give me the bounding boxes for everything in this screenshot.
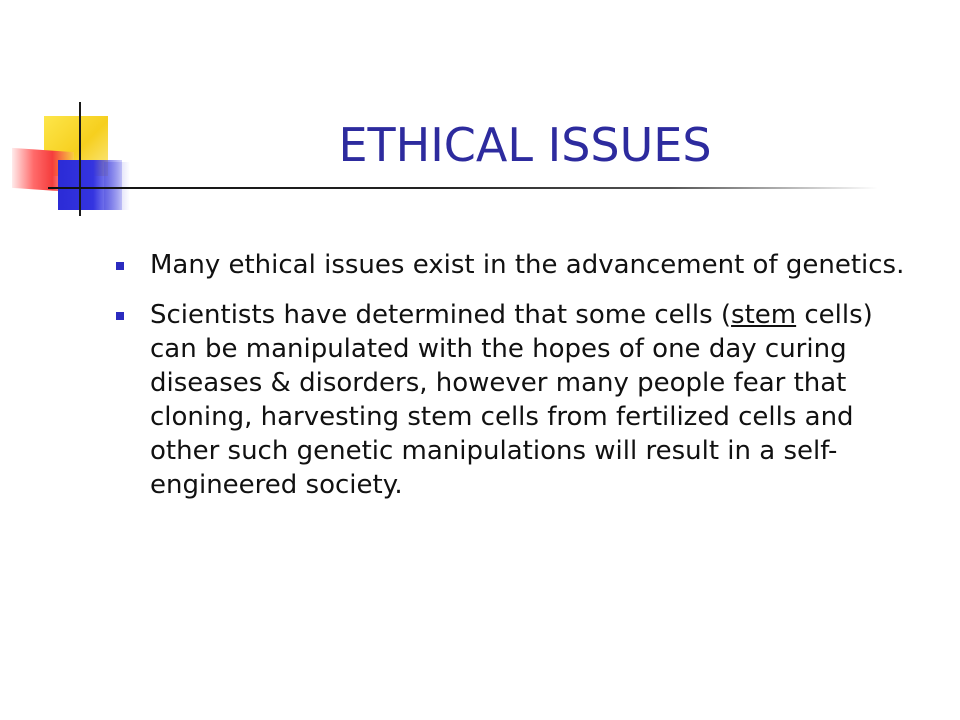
underlined-term: stem	[731, 300, 797, 330]
slide-title: ETHICAL ISSUES	[338, 118, 712, 172]
bullet-text-post: cells) can be manipulated with the hopes of one day curing diseases & disorders, however many people fear that cloning, harvesting stem cells from fertilized cells and other such genetic manipulations will result in a self-engineered society.	[150, 300, 873, 500]
square-bullet-icon	[116, 312, 124, 320]
bullet-text: Many ethical issues exist in the advancement of genetics.	[150, 250, 905, 280]
square-bullet-icon	[116, 262, 124, 270]
logo-vertical-line	[79, 102, 81, 216]
bullet-text-pre: Scientists have determined that some cells (	[150, 300, 732, 330]
bullet-item	[116, 298, 916, 502]
bullet-list	[116, 248, 916, 518]
title-underline-rule	[48, 187, 878, 189]
bullet-item	[116, 248, 916, 282]
